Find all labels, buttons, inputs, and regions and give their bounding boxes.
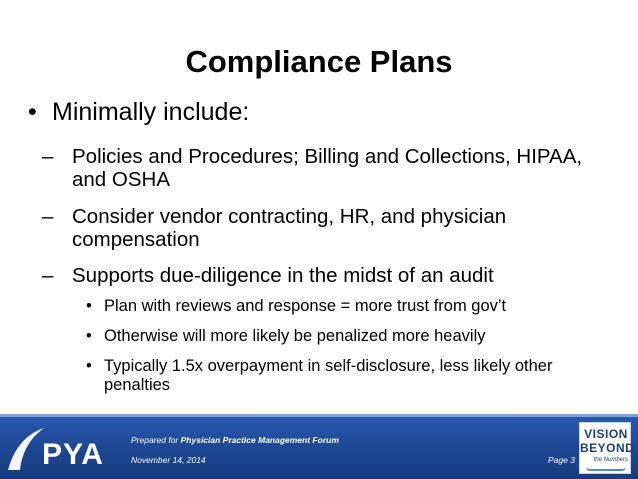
sub-bullet-1-text: Policies and Procedures; Billing and Collections, HIPAA, and OSHA bbox=[72, 145, 583, 191]
dash-mark: – bbox=[42, 145, 54, 168]
footer-bar bbox=[0, 414, 638, 479]
dot-mark: • bbox=[86, 327, 92, 345]
badge-line-3: the Numbers bbox=[593, 457, 628, 463]
swoosh-icon bbox=[6, 420, 46, 476]
logo-text: PYA bbox=[42, 438, 104, 471]
bullet-mark: • bbox=[28, 98, 37, 126]
dot-mark: • bbox=[86, 357, 92, 375]
footer-top-band bbox=[0, 414, 638, 417]
footer-date: November 14, 2014 bbox=[131, 455, 206, 465]
prepared-org: Physician Practice Management Forum bbox=[180, 435, 339, 445]
vision-beyond-badge bbox=[579, 422, 635, 474]
prepared-for bbox=[131, 435, 339, 445]
dot-mark: • bbox=[86, 297, 92, 315]
pya-logo bbox=[6, 420, 126, 476]
badge-line-1: VISION bbox=[584, 427, 628, 441]
sub-bullet-3-text: Supports due-diligence in the midst of an audit bbox=[72, 264, 494, 287]
sub-sub-bullet-1-text: Plan with reviews and response = more trust from gov’t bbox=[104, 297, 507, 315]
dash-mark: – bbox=[42, 264, 54, 287]
slide-title: Compliance Plans bbox=[185, 44, 453, 79]
sub-sub-bullet-2-text: Otherwise will more likely be penalized more heavily bbox=[104, 327, 486, 345]
dash-mark: – bbox=[42, 205, 54, 228]
badge-line-2: BEYOND bbox=[580, 441, 635, 455]
bullet-main-text: Minimally include: bbox=[52, 98, 250, 126]
sub-sub-bullet-3-text: Typically 1.5x overpayment in self-disclosure, less likely other penalties bbox=[104, 357, 553, 394]
prepared-prefix: Prepared for bbox=[131, 435, 181, 445]
page-number: Page 3 bbox=[548, 455, 575, 465]
sub-bullet-2-text: Consider vendor contracting, HR, and physician compensation bbox=[72, 205, 507, 251]
badge-swoosh-icon bbox=[586, 467, 626, 471]
